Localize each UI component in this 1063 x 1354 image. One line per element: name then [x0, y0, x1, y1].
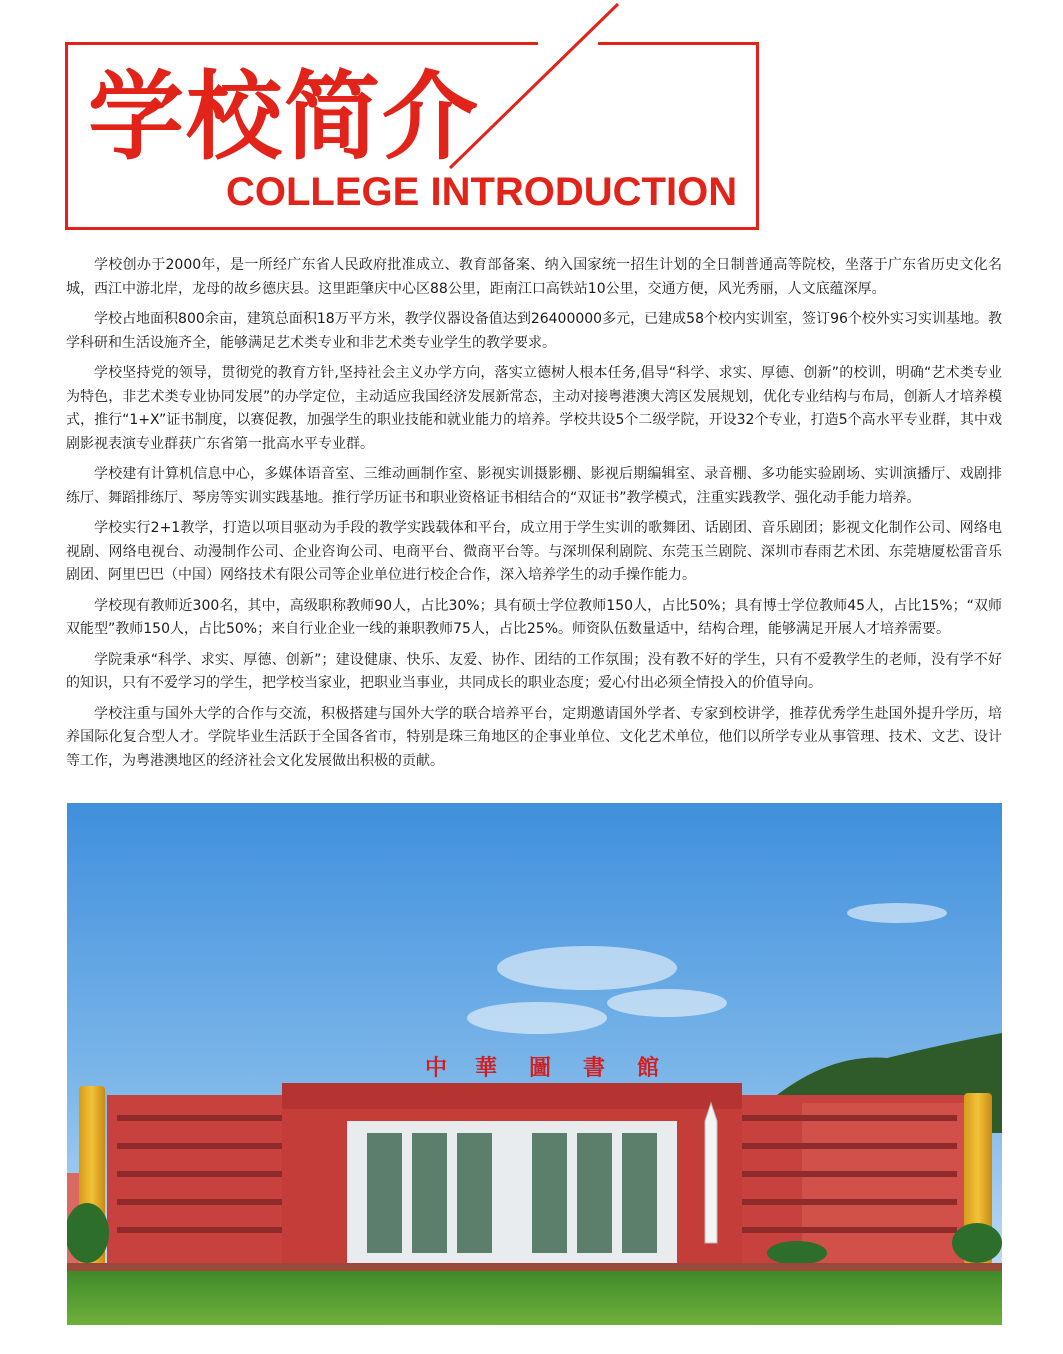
sign-char: 書 — [583, 1055, 606, 1081]
rocket-model — [705, 1103, 717, 1243]
sign-char: 中 — [425, 1055, 448, 1081]
paragraph-values: 学院秉承“科学、求实、厚德、创新”；建设健康、快乐、友爱、协作、团结的工作氛围；没有教不好的学生，只有不爱教学生的老师，没有学不好的知识，只有不爱学习的学生，把学校当家业，把职业当事业，共同成长的职业态度；爱心付出必须全情投入的价值导向。 — [66, 651, 1002, 691]
sign-char: 圖 — [529, 1055, 552, 1081]
page-title-chinese: 学校简介 — [88, 61, 480, 173]
paragraph-founding: 学校创办于2000年，是一所经广东省人民政府批准成立、教育部备案、纳入国家统一招生计划的全日制普通高等院校，坐落于广东省历史文化名城，西江中游北岸，龙母的故乡德庆县。这里距肇庆中心区88公里，距南江口高铁站10公里，交通方便，风光秀丽，人文底蕴深厚。 — [66, 257, 1002, 297]
lawn — [67, 1271, 1002, 1325]
paragraph-facilities: 学校建有计算机信息中心，多媒体语音室、三维动画制作室、影视实训摄影棚、影视后期编辑室、录音棚、多功能实验剧场、实训演播厅、戏剧排练厅、舞蹈排练厅、琴房等实训实践基地。推行学历证书和职业资格证书相结合的“双证书”教学模式，注重实践教学、强化动手能力培养。 — [66, 466, 1002, 506]
page-title-english: COLLEGE INTRODUCTION — [226, 170, 738, 214]
sign-char: 華 — [475, 1055, 498, 1081]
sign-char: 館 — [637, 1055, 660, 1081]
paragraph-international: 学校注重与国外大学的合作与交流，积极搭建与国外大学的联合培养平台，定期邀请国外学者、专家到校讲学，推荐优秀学生赴国外提升学历，培养国际化复合型人才。学院毕业生活跃于全国各省市，特别是珠三角地区的企事业单位、文化艺术单位，他们以所学专业从事管理、技术、文艺、设计等工作，为粤港澳地区的经济社会文化发展做出积极的贡献。 — [66, 705, 1002, 769]
paragraph-campus: 学校占地面积800余亩，建筑总面积18万平方米，教学仪器设备值达到26400000多元，已建成58个校内实训室，签订96个校外实习实训基地。教学科研和生活设施齐全，能够满足艺术类专业和非艺术类专业学生的教学要求。 — [66, 311, 1002, 351]
introduction-body — [66, 254, 1002, 780]
track — [67, 1263, 1002, 1271]
campus-library-photo — [67, 803, 1002, 1325]
paragraph-teaching-model: 学校实行2+1教学，打造以项目驱动为手段的教学实践载体和平台，成立用于学生实训的歌舞团、话剧团、音乐剧团；影视文化制作公司、网络电视剧、网络电视台、动漫制作公司、企业咨询公司、电商平台、微商平台等。与深圳保利剧院、东莞玉兰剧院、深圳市春雨艺术团、东莞塘厦松雷音乐剧团、阿里巴巴（中国）网络技术有限公司等企业单位进行校企合作，深入培养学生的动手操作能力。 — [66, 520, 1002, 583]
paragraph-mission: 学校坚持党的领导，贯彻党的教育方针,坚持社会主义办学方向，落实立德树人根本任务,倡导“科学、求实、厚德、创新”的校训，明确“艺术类专业为特色，非艺术类专业协同发展”的办学定位，主动适应我国经济发展新常态，主动对接粤港澳大湾区发展规划，优化专业结构与布局，创新人才培养模式，推行“1+X”证书制度，以赛促教，加强学生的职业技能和就业能力的培养。学校共设5个二级学院，开设32个专业，打造5个高水平专业群，其中戏剧影视表演专业群获广东省第一批高水平专业群。 — [66, 365, 1002, 452]
paragraph-faculty: 学校现有教师近300名，其中，高级职称教师90人，占比30%；具有硕士学位教师150人，占比50%；具有博士学位教师45人，占比15%；“双师双能型”教师150人，占比50%；来自行业企业一线的兼职教师75人，占比25%。师资队伍数量适中，结构合理，能够满足开展人才培养需要。 — [66, 597, 1002, 637]
